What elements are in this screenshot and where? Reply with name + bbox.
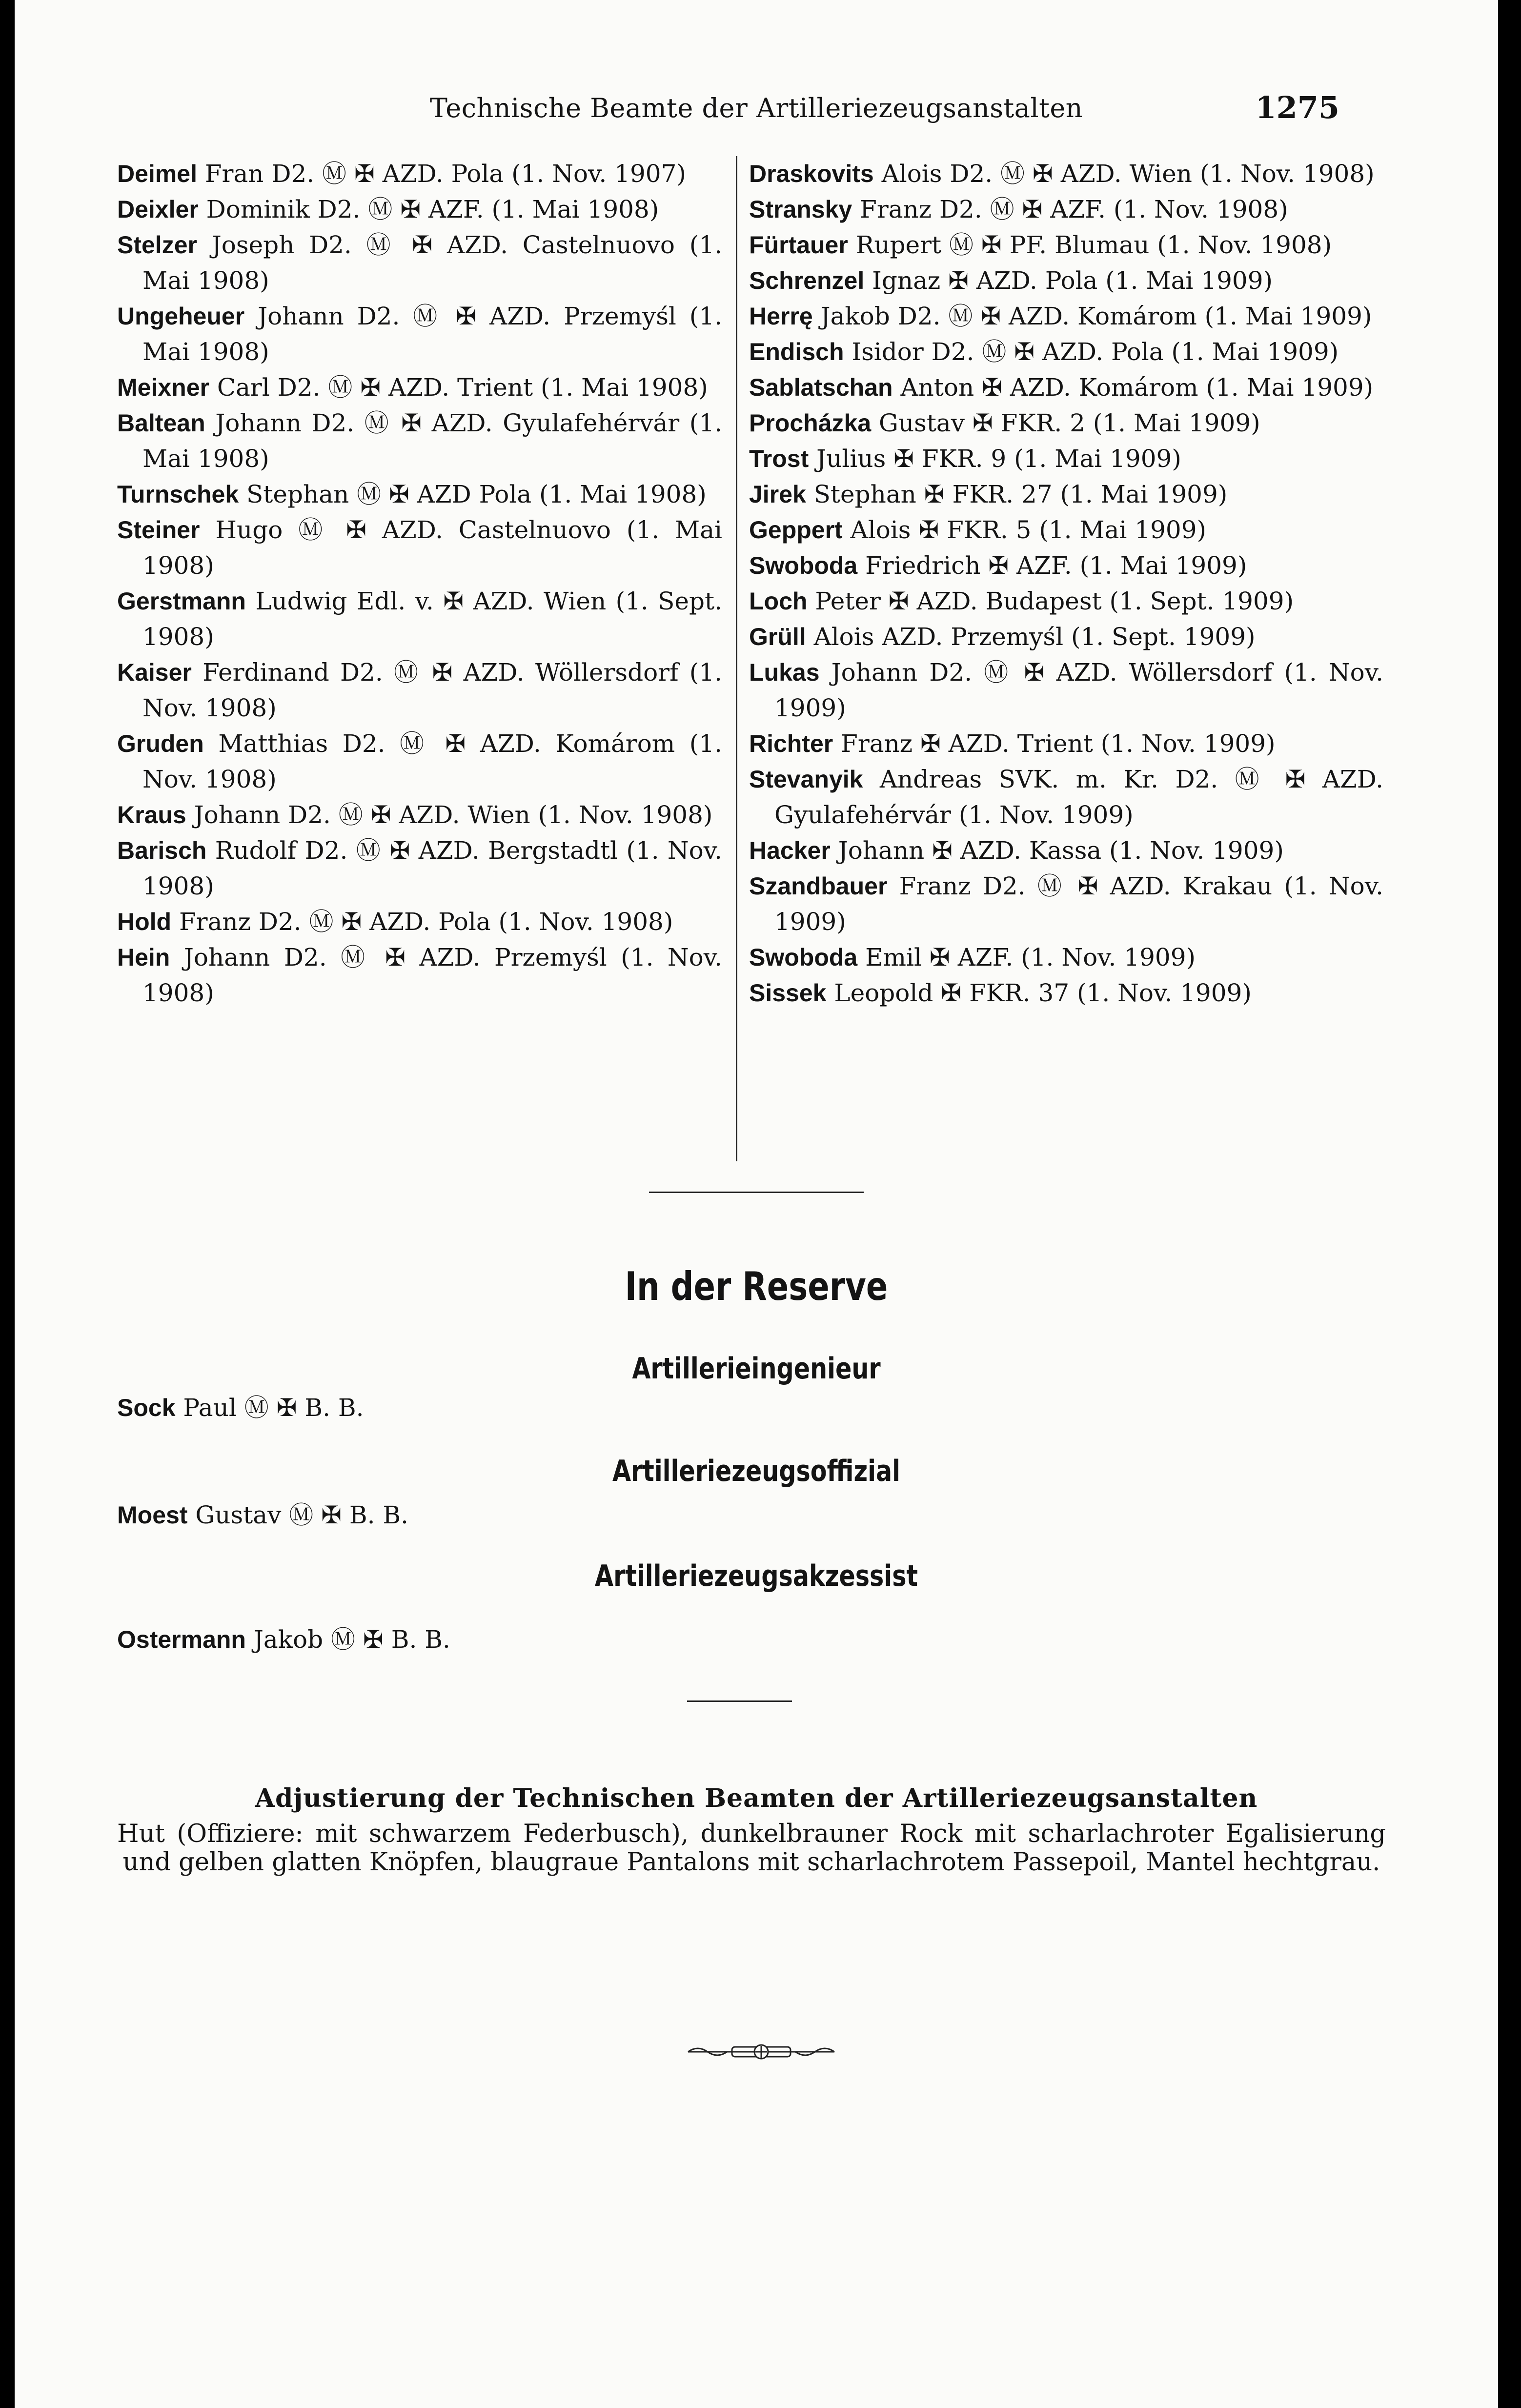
reserve-heading: Artilleriezeugsoffizial [612,1454,901,1488]
entry-name: Hacker [749,837,831,864]
entry-text: Jakob Ⓜ ✠ B. B. [245,1625,450,1654]
personnel-entry [749,726,1383,762]
entry-name: Sock [117,1394,176,1421]
personnel-entry [749,869,1383,940]
personnel-entry [749,299,1383,334]
entry-name: Turnschek [117,481,239,508]
personnel-entry [117,512,722,584]
personnel-entry [749,263,1383,299]
document-page [15,0,1498,2408]
entry-name: Hold [117,908,172,935]
entry-text: Hugo Ⓜ ✠ AZD. Castelnuovo (1. Mai 1908) [142,516,722,580]
entry-text: Johann D2. Ⓜ ✠ AZD. Wien (1. Nov. 1908) [186,801,713,829]
entry-name: Barisch [117,837,207,864]
entry-text: Stephan ✠ FKR. 27 (1. Mai 1909) [806,480,1228,508]
entry-text: Franz D2. Ⓜ ✠ AZF. (1. Nov. 1908) [852,195,1288,223]
personnel-entry [117,477,722,512]
section-rule [649,1192,864,1193]
personnel-entry [117,156,722,192]
entry-text: Alois D2. Ⓜ ✠ AZD. Wien (1. Nov. 1908) [873,160,1375,188]
personnel-entry [117,940,722,1011]
entry-text: Anton ✠ AZD. Komárom (1. Mai 1909) [892,373,1374,402]
ornament-icon [683,2037,839,2066]
entry-text: Ludwig Edl. v. ✠ AZD. Wien (1. Sept. 1908) [142,587,722,651]
entry-name: Geppert [749,516,843,544]
entry-name: Stelzer [117,231,197,259]
reserve-heading: Artilleriezeugsakzessist [594,1559,918,1593]
reserve-entry [117,1620,450,1655]
entry-text: Peter ✠ AZD. Budapest (1. Sept. 1909) [807,587,1294,615]
right-column [749,156,1383,1011]
personnel-entry [749,548,1383,584]
personnel-entry [117,192,722,227]
personnel-entry [117,655,722,726]
entry-text: Johann ✠ AZD. Kassa (1. Nov. 1909) [830,836,1284,865]
column-divider [736,156,737,1161]
entry-name: Loch [749,587,808,615]
entry-name: Swoboda [749,944,858,971]
personnel-entry [117,833,722,904]
entry-text: Carl D2. Ⓜ ✠ AZD. Trient (1. Mai 1908) [209,373,708,402]
personnel-entry [749,833,1383,869]
entry-name: Hein [117,944,170,971]
entry-name: Deixler [117,196,199,223]
entry-text: Paul Ⓜ ✠ B. B. [175,1394,364,1422]
personnel-entry [749,477,1383,512]
entry-text: Stephan Ⓜ ✠ AZD Pola (1. Mai 1908) [239,480,707,508]
entry-name: Draskovits [749,160,874,187]
personnel-entry [749,975,1383,1011]
entry-text: Dominik D2. Ⓜ ✠ AZF. (1. Mai 1908) [198,195,659,223]
page-number: 1275 [1255,90,1339,125]
entry-text: Joseph D2. Ⓜ ✠ AZD. Castelnuovo (1. Mai 1908) [142,231,722,295]
personnel-entry [117,227,722,299]
entry-name: Richter [749,730,833,757]
entry-text: Matthias D2. Ⓜ ✠ AZD. Komárom (1. Nov. 1908) [142,729,722,793]
entry-text: Alois ✠ FKR. 5 (1. Mai 1909) [842,516,1207,544]
entry-text: Gustav ✠ FKR. 2 (1. Mai 1909) [871,409,1260,437]
entry-name: Gruden [117,730,204,757]
reserve-entry [117,1496,408,1531]
entry-name: Szandbauer [749,872,888,900]
entry-name: Deimel [117,160,197,187]
entry-name: Procházka [749,409,872,437]
entry-name: Sissek [749,979,827,1007]
personnel-entry [749,762,1383,833]
entry-name: Endisch [749,338,844,365]
personnel-entry [117,370,722,405]
entry-name: Steiner [117,516,200,544]
left-column [117,156,722,1011]
entry-text: Jakob D2. Ⓜ ✠ AZD. Komárom (1. Mai 1909) [812,302,1372,330]
reserve-heading: Artillerieingenieur [632,1352,881,1386]
entry-text: Ignaz ✠ AZD. Pola (1. Mai 1909) [864,266,1273,295]
personnel-entry [749,441,1383,477]
entry-text: Fran D2. Ⓜ ✠ AZD. Pola (1. Nov. 1907) [197,160,686,188]
entry-text: Franz D2. Ⓜ ✠ AZD. Krakau (1. Nov. 1909) [774,872,1383,936]
personnel-entry [749,405,1383,441]
personnel-entry [117,904,722,940]
entry-text: Rudolf D2. Ⓜ ✠ AZD. Bergstadtl (1. Nov. 1908) [142,836,722,900]
entry-text: Johann D2. Ⓜ ✠ AZD. Przemyśl (1. Mai 1908) [142,302,722,366]
entry-text: Gustav Ⓜ ✠ B. B. [187,1501,409,1529]
entry-name: Swoboda [749,552,858,579]
entry-text: Franz ✠ AZD. Trient (1. Nov. 1909) [833,729,1276,758]
personnel-entry [749,156,1383,192]
entry-text: Alois AZD. Przemyśl (1. Sept. 1909) [806,623,1256,651]
personnel-entry [749,619,1383,655]
entry-text: Isidor D2. Ⓜ ✠ AZD. Pola (1. Mai 1909) [844,338,1339,366]
running-title: Technische Beamte der Artilleriezeugsanstalten [429,93,1083,123]
entry-name: Jirek [749,481,806,508]
personnel-entry [117,797,722,833]
personnel-entry [117,726,722,797]
entry-name: Trost [749,445,809,472]
entry-name: Grüll [749,623,806,650]
personnel-entry [749,192,1383,227]
personnel-entry [749,584,1383,619]
personnel-entry [749,370,1383,405]
personnel-entry [749,655,1383,726]
reserve-entry [117,1388,364,1423]
personnel-entry [749,940,1383,975]
entry-name: Ostermann [117,1626,246,1653]
page-header [15,90,1498,137]
personnel-entry [749,334,1383,370]
entry-name: Lukas [749,659,820,686]
entry-text: Andreas SVK. m. Kr. D2. Ⓜ ✠ AZD. Gyulafehérvár (1. Nov. 1909) [774,765,1383,829]
entry-name: Gerstmann [117,587,246,615]
personnel-entry [117,584,722,655]
personnel-entry [117,299,722,370]
entry-name: Kaiser [117,659,192,686]
entry-name: Schrenzel [749,267,865,294]
entry-text: Julius ✠ FKR. 9 (1. Mai 1909) [809,445,1181,473]
entry-name: Stevanyik [749,766,863,793]
personnel-entry [749,227,1383,263]
reserve-title: In der Reserve [625,1264,888,1309]
entry-name: Meixner [117,374,209,401]
section-rule [687,1700,792,1702]
entry-text: Leopold ✠ FKR. 37 (1. Nov. 1909) [826,979,1252,1007]
entry-text: Franz D2. Ⓜ ✠ AZD. Pola (1. Nov. 1908) [171,908,673,936]
personnel-entry [749,512,1383,548]
entry-name: Fürtauer [749,231,848,259]
entry-name: Stransky [749,196,852,223]
entry-name: Sablatschan [749,374,893,401]
entry-text: Friedrich ✠ AZF. (1. Mai 1909) [857,551,1247,580]
entry-text: Ferdinand D2. Ⓜ ✠ AZD. Wöllersdorf (1. Nov. 1908) [142,658,722,722]
entry-text: Emil ✠ AZF. (1. Nov. 1909) [857,943,1196,971]
uniform-heading: Adjustierung der Technischen Beamten der Artilleriezeugsanstalten [255,1783,1258,1813]
entry-name: Baltean [117,409,205,437]
personnel-entry [117,405,722,477]
entry-text: Rupert Ⓜ ✠ PF. Blumau (1. Nov. 1908) [848,231,1332,259]
entry-name: Kraus [117,801,186,829]
entry-text: Johann D2. Ⓜ ✠ AZD. Przemyśl (1. Nov. 1908) [142,943,722,1007]
entry-name: Ungeheuer [117,303,245,330]
entry-text: Johann D2. Ⓜ ✠ AZD. Wöllersdorf (1. Nov. 1909) [774,658,1383,722]
entry-name: Moest [117,1501,188,1529]
entry-text: Johann D2. Ⓜ ✠ AZD. Gyulafehérvár (1. Mai 1908) [142,409,722,473]
uniform-description: Hut (Offiziere: mit schwarzem Federbusch), dunkelbrauner Rock mit scharlachroter Egalisierung und gelben glatten Knöpfen, blaugraue Pantalons mit scharlachrotem Passepoil, Mantel hechtgrau. [117,1820,1386,1877]
entry-name: Herrę [749,303,813,330]
